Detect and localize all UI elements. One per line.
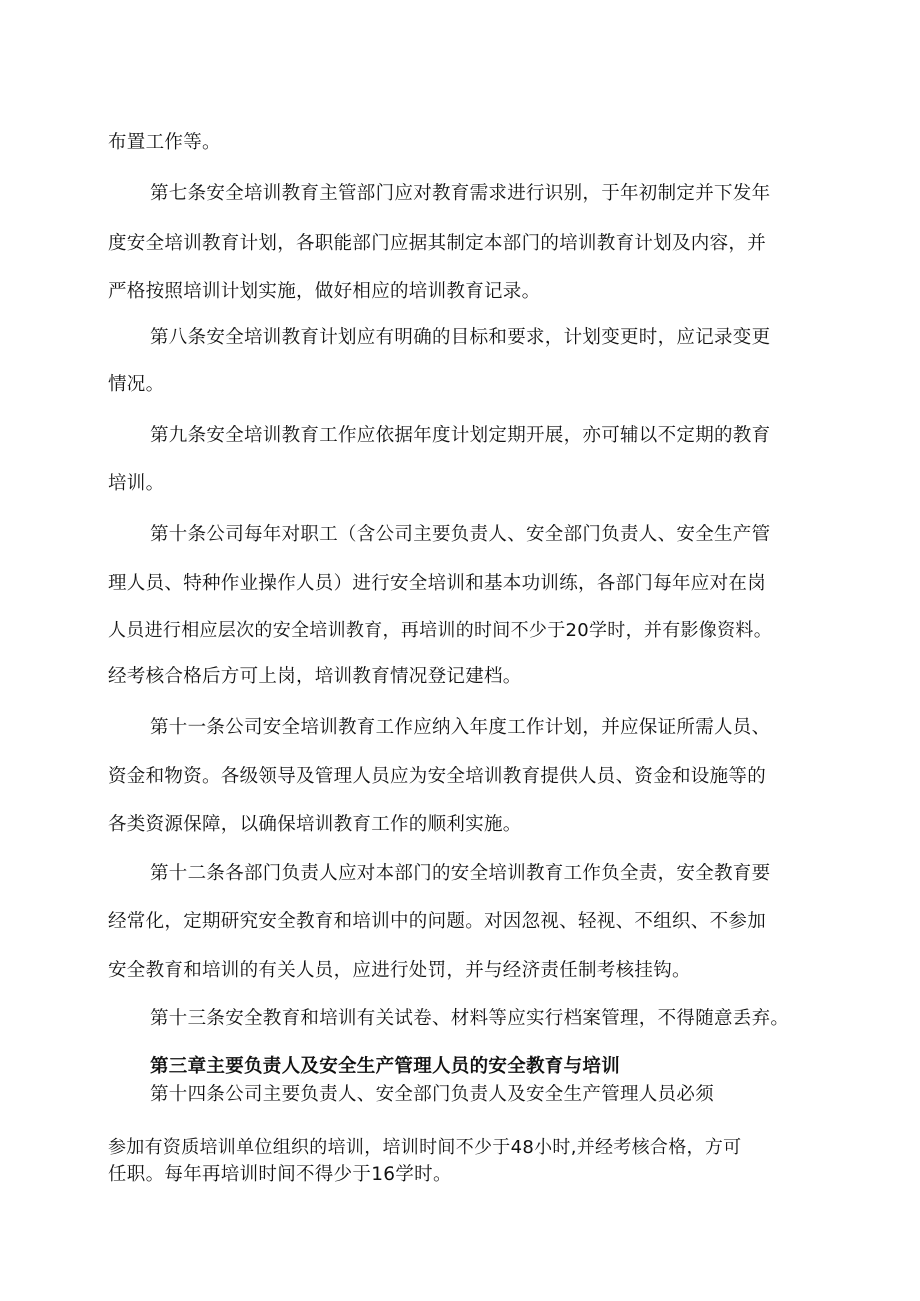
- paragraph-line: 第十三条安全教育和培训有关试卷、材料等应实行档案管理，不得随意丢弃。: [150, 1008, 790, 1029]
- paragraph-line: 第七条安全培训教育主管部门应对教育需求进行识别，于年初制定并下发年: [150, 183, 771, 204]
- paragraph-line: 度安全培训教育计划，各职能部门应据其制定本部门的培训教育计划及内容，并: [108, 233, 767, 254]
- paragraph-line: 人员进行相应层次的安全培训教育，再培训的时间不少于20学时，并有影像资料。: [108, 620, 773, 641]
- paragraph-line: 资金和物资。各级领导及管理人员应为安全培训教育提供人员、资金和设施等的: [108, 766, 767, 787]
- paragraph-line: 第十二条各部门负责人应对本部门的安全培训教育工作负全责，安全教育要: [150, 863, 771, 884]
- paragraph-line: 经常化，定期研究安全教育和培训中的问题。对因忽视、轻视、不组织、不参加: [108, 911, 767, 932]
- paragraph-line: 布置工作等。: [108, 132, 221, 153]
- paragraph-line: 安全教育和培训的有关人员，应进行处罚，并与经济责任制考核挂钩。: [108, 960, 691, 981]
- paragraph-line: 培训。: [108, 473, 165, 494]
- paragraph-line: 情况。: [108, 374, 165, 395]
- paragraph-line: 第十条公司每年对职工（含公司主要负责人、安全部门负责人、安全生产管: [150, 524, 771, 545]
- chapter-heading: 第三章主要负责人及安全生产管理人员的安全教育与培训: [150, 1056, 621, 1077]
- paragraph-line: 参加有资质培训单位组织的培训，培训时间不少于48小时,并经考核合格，方可: [108, 1137, 742, 1158]
- paragraph-line: 任职。每年再培训时间不得少于16学时。: [108, 1164, 452, 1185]
- paragraph-line: 各类资源保障，以确保培训教育工作的顺利实施。: [108, 814, 522, 835]
- paragraph-line: 经考核合格后方可上岗，培训教育情况登记建档。: [108, 666, 522, 687]
- paragraph-line: 第八条安全培训教育计划应有明确的目标和要求，计划变更时，应记录变更: [150, 327, 771, 348]
- paragraph-line: 理人员、特种作业操作人员）进行安全培训和基本功训练，各部门每年应对在岗: [108, 573, 767, 594]
- paragraph-line: 严格按照培训计划实施，做好相应的培训教育记录。: [108, 281, 541, 302]
- paragraph-line: 第十四条公司主要负责人、安全部门负责人及安全生产管理人员必须: [150, 1084, 715, 1105]
- paragraph-line: 第九条安全培训教育工作应依据年度计划定期开展，亦可辅以不定期的教育: [150, 425, 771, 446]
- paragraph-line: 第十一条公司安全培训教育工作应纳入年度工作计划，并应保证所需人员、: [150, 717, 771, 738]
